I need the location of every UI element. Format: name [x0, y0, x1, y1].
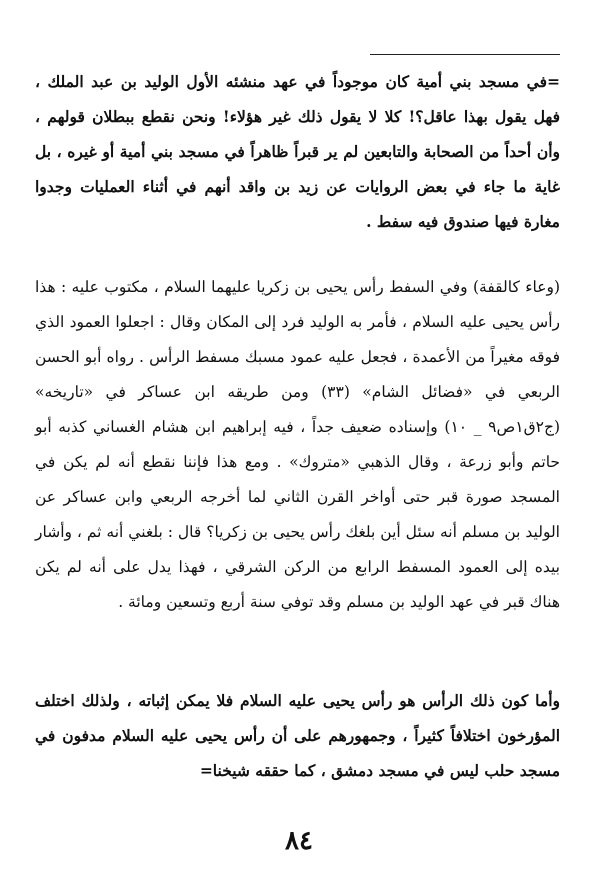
footnote-separator-rule [370, 54, 560, 55]
footnote-continuation [35, 64, 560, 239]
footnote-closing [35, 683, 560, 788]
paragraph-3: وأما كون ذلك الرأس هو رأس يحيى عليه السلام فلا يمكن إثباته ، ولذلك اختلف المؤرخون اختلافاً كثيراً ، وجمهورهم على أن رأس يحيى عليه السلام مدفون في مسجد حلب ليس في مسجد دمشق ، كما حققه شيخنا= [35, 691, 560, 780]
paragraph-2: (وعاء كالقفة) وفي السفط رأس يحيى بن زكريا عليهما السلام ، مكتوب عليه : هذا رأس يحيى عليه السلام ، فأمر به الوليد فرد إلى المكان وقال : اجعلوا العمود الذي فوقه مغيراً من الأعمدة ، فجعل عليه عمود مسبك مسفط الرأس . رواه أبو الحسن الربعي في «فضائل الشام» (٣٣) ومن طريقه ابن عساكر في «تاريخه» (ج٢ق١ص٩ _ ١٠) وإسناده ضعيف جداً ، فيه إبراهيم ابن هشام الغساني كذبه أبو حاتم وأبو زرعة ، وقال الذهبي «متروك» . ومع هذا فإننا نقطع أنه لم يكن في المسجد صورة قبر حتى أواخر القرن الثاني لما أخرجه الربعي وابن عساكر عن الوليد بن مسلم أنه سئل أين بلغك رأس يحيى بن زكريا؟ قال : بلغني أنه ثم ، وأشار بيده إلى العمود المسفط الرابع من الركن الشرقي ، فهذا يدل على أنه لم يكن هناك قبر في عهد الوليد بن مسلم وقد توفي سنة أربع وتسعين ومائة . [35, 278, 560, 611]
paragraph-1: =في مسجد بني أمية كان موجوداً في عهد منشئه الأول الوليد بن عبد الملك ، فهل يقول بهذا عاقل؟! كلا لا يقول ذلك غير هؤلاء! ونحن نقطع ببطلان قولهم ، وأن أحداً من الصحابة والتابعين لم ير قبراً ظاهراً في مسجد بني أمية أو غيره ، بل غاية ما جاء في بعض الروايات عن زيد بن واقد أنهم في أثناء العمليات وجدوا مغارة فيها صندوق فيه سفط . [35, 72, 560, 231]
footnote-body [35, 270, 560, 620]
page-number: ٨٤ [285, 826, 313, 856]
